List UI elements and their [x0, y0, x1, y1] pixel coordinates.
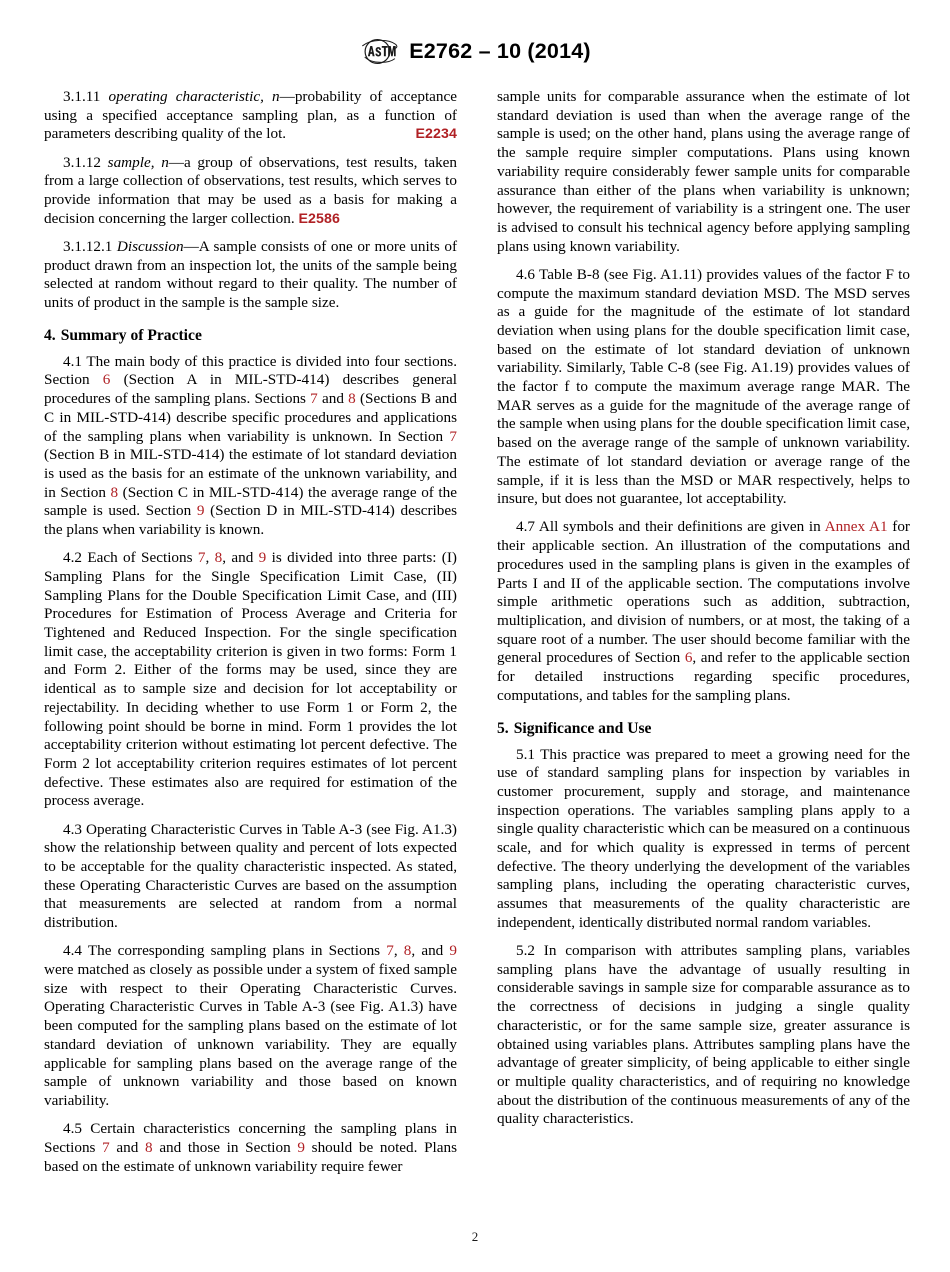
page-header — [0, 38, 950, 65]
paragraph-number: 3.1.12.1 — [63, 237, 113, 255]
paragraph-4-6 — [497, 266, 910, 509]
cross-reference-link[interactable]: 9 — [297, 1138, 305, 1156]
paragraph-number: 4.1 — [63, 352, 82, 370]
paragraph-number: 4.3 — [63, 820, 82, 838]
paragraph-text: Operating Characteristic Curves in Table A-3 (see Fig. A1.3) show the relationship between quality and percent of lots expected to be acceptable for the quality characteristic inspected. As stated, these Operating Characteristic Curves are based on the assumption that measurements are selected at random from a normal distribution. — [44, 820, 457, 932]
paragraph-4-4 — [44, 942, 457, 1110]
paragraph-number: 3.1.12 — [63, 153, 101, 171]
paragraph-4-5-continuation: sample units for comparable assurance when the estimate of lot standard deviation is used than when the average range of the sample is used; on the other hand, plans using the average range of the sample require simpler computations. Plans using known variability require considerably fewer sample units for comparable assurance than either of the plans when variability is unknown; however, the requirement of variability is a stringent one. The user is advised to consult his technical agency before applying sampling plans using known variability. — [497, 88, 910, 255]
cross-reference-link[interactable]: 6 — [684, 649, 693, 667]
paragraph-text: Table B-8 (see Fig. A1.11) provides values of the factor F to compute the maximum standard deviation MSD. The MSD serves as a guide for the magnitude of the estimate of lot standard deviation when using plans for the double specification limit case, based on the estimate of lot standard deviation of unknown variability. Similarly, Table C-8 (see Fig. A1.19) provides values of the factor f to compute the maximum average range MAR. The MAR serves as a guide for the magnitude of the average range of the sample when using plans for the double specification limit case, based on the average range of the sample of unknown variability. The estimate of lot standard deviation or average range of the sample, if it is less than the MSD or MAR respectively, helps to insure, but does not guarantee, lot acceptability. — [497, 265, 911, 508]
left-column — [44, 88, 457, 1186]
paragraph-number: 4.2 — [63, 549, 82, 567]
paragraph-text: Certain characteristics concerning the sampling plans in Sections 7 and 8 and those in Section 9 should be noted. Plans based on the estimate of unknown variability require fewer — [44, 1120, 458, 1175]
paragraph-number: 4.5 — [63, 1120, 82, 1138]
section-heading-4 — [44, 326, 457, 345]
cross-reference-link[interactable]: 9 — [258, 549, 267, 567]
paragraph-text: In comparison with attributes sampling plans, variables sampling plans have the advantage of usually resulting in considerable savings in sample size for comparable assurance as to the correctness of decisions in judging a single quality characteristic, or for the same sample size, greater assurance is obtained using variables plans. Attributes sampling plans have the advantage of greater simplicity, of being applicable to either single or multiple quality characteristics, and of requiring no knowledge about the distribution of the continuous measurements of any of the quality characteristics. — [497, 942, 911, 1128]
paragraph-5-2 — [497, 942, 910, 1129]
defined-term: operating characteristic, n — [108, 88, 280, 105]
section-heading-5 — [497, 719, 910, 738]
paragraph-number: 3.1.11 — [63, 88, 101, 105]
cross-reference-link[interactable]: 8 — [403, 942, 412, 960]
page-number: 2 — [471, 1229, 479, 1244]
paragraph-4-2 — [44, 549, 457, 811]
cross-reference-link[interactable]: 9 — [196, 502, 205, 520]
defined-term: sample, n — [107, 153, 169, 171]
cross-reference-link[interactable]: 6 — [102, 371, 111, 389]
defined-term: Discussion — [116, 237, 184, 255]
right-column — [497, 88, 910, 1186]
paragraph-text: All symbols and their definitions are given in Annex A1 for their applicable section. An illustration of the computations and procedures used in the sampling plans is given in the examples of Parts I and II of the applicable section. The computations involve simple arithmetic operations such as addition, subtraction, multiplication, and division of numbers, or at most, the taking of a square root of a number. The user should become familiar with the general procedures of Section 6, and refer to the applicable section for detailed instructions regarding specific procedures, computations, and tables for the sampling plans. — [497, 518, 910, 704]
cross-reference-link[interactable]: 7 — [310, 390, 318, 408]
standard-designation: E2762 – 10 (2014) — [409, 39, 591, 63]
section-title: Summary of Practice — [60, 326, 202, 344]
paragraph-text: The corresponding sampling plans in Sections 7, 8, and 9 were matched as closely as possible under a system of fixed sample size with respect to their Operating Characteristic Curves. Operating Characteristic Curves in Table A-3 (see Fig. A1.3) have been computed for the sampling plans based on the estimate of lot standard deviation of unknown variability. They are equally applicable for sampling plans based on the average range of the sample of unknown variability and those based on known variability. — [44, 942, 457, 1109]
astm-logo-icon — [359, 38, 399, 65]
paragraph-text: The main body of this practice is divided into four sections. Section 6 (Section A in MIL-STD-414) describes general procedures of the sampling plans. Sections 7 and 8 (Sections B and C in MIL-STD-414) describe specific procedures and applications of the sampling plans when variability is unknown. In Section 7 (Section B in MIL-STD-414) the estimate of lot standard deviation is used as the basis for an estimate of the unknown variability, and in Section 8 (Section C in MIL-STD-414) the average range of the sample is used. Section 9 (Section D in MIL-STD-414) describes the plans when variability is known. — [44, 352, 458, 539]
cross-reference-link[interactable]: 8 — [348, 390, 356, 408]
discussion-paragraph-3-1-12-1 — [44, 238, 457, 313]
section-number: 4. — [44, 326, 56, 344]
definition-paragraph-3-1-11 — [44, 88, 457, 144]
definition-paragraph-3-1-12 — [44, 154, 457, 229]
paragraph-number: 4.4 — [63, 942, 82, 960]
cross-reference-link[interactable]: Annex A1 — [824, 518, 888, 536]
paragraph-body: —A sample consists of one or more units of product drawn from an inspection lot, the units of the sample being selected at random without regard to their quality. The number of units of product in the sample is the sample size. — [44, 237, 457, 312]
cross-reference-e2586[interactable]: E2586 — [298, 210, 340, 227]
paragraph-4-3 — [44, 821, 457, 933]
cross-reference-link[interactable]: 9 — [449, 942, 457, 960]
cross-reference-link[interactable]: 7 — [102, 1138, 110, 1156]
paragraph-4-7 — [497, 518, 910, 705]
paragraph-text: Each of Sections 7, 8, and 9 is divided into three parts: (I) Sampling Plans for the Single Specification Limit Case, (II) Sampling Plans for the Double Specification Limit Case, and (III) Procedures for Estimation of Process Average and Criteria for Tightened and Reduced Inspection. For the single specification limit case, the acceptability criterion is given in two forms: Form 1 and Form 2. Either of the forms may be used, since they are identical as to sample size and decision for lot acceptability or rejectability. In deciding whether to use Form 1 or Form 2, the following point should be borne in mind. Form 1 provides the lot acceptability criterion without estimating lot percent defective. The Form 2 lot acceptability criterion requires estimates of lot percent defective. These estimates also are required for estimation of the process average. — [44, 549, 457, 810]
paragraph-text: This practice was prepared to meet a growing need for the use of standard sampling plans for inspection by variables in customer procurement, supply and storage, and maintenance inspection operations. The variables sampling plans apply to a single quality characteristic which can be measured on a continuous scale, and for which quality is expressed in terms of percent defective. The theory underlying the development of the variables sampling plans, including the operating characteristic curves, assumes that measurements of the quality characteristic are independent, identically distributed normal random variables. — [497, 745, 910, 931]
cross-reference-link[interactable]: 7 — [449, 427, 457, 445]
paragraph-body: —probability of acceptance using a specified acceptance sampling plan, as a function of parameters describing quality of the lot. — [44, 88, 457, 143]
cross-reference-link[interactable]: 8 — [145, 1138, 153, 1156]
cross-reference-link[interactable]: 8 — [110, 483, 119, 501]
two-column-body — [44, 88, 910, 1186]
paragraph-number: 4.7 — [516, 518, 535, 536]
paragraph-number: 5.2 — [516, 942, 535, 960]
section-number: 5. — [497, 719, 509, 737]
paragraph-body: —a group of observations, test results, taken from a large collection of observations, test results, which serves to provide information that may be used as a basis for making a decision concerning the larger collection. — [44, 153, 457, 227]
paragraph-number: 4.6 — [516, 265, 535, 283]
cross-reference-link[interactable]: 7 — [197, 549, 206, 567]
section-title: Significance and Use — [513, 719, 652, 737]
paragraph-4-1 — [44, 353, 457, 540]
paragraph-number: 5.1 — [516, 745, 535, 763]
paragraph-5-1 — [497, 746, 910, 933]
paragraph-4-5 — [44, 1120, 457, 1176]
cross-reference-link[interactable]: 8 — [214, 549, 223, 567]
cross-reference-link[interactable]: 7 — [386, 942, 394, 960]
cross-reference-e2234[interactable]: E2234 — [415, 126, 457, 143]
